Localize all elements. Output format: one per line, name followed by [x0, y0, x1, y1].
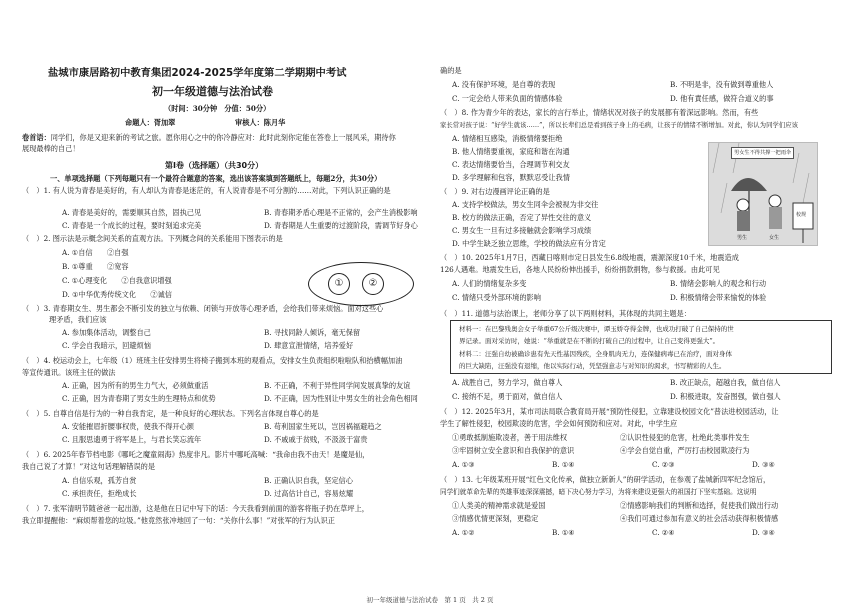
q1-option-d[interactable]: D. 青春期是人生重要的过渡阶段，需调节好身心	[264, 221, 418, 230]
q7-stem-1: （ ）7. 张军清明节随爸爸一起出游，这是他在日记中写下的话：今天我看到前面的游客将瓶子扔在草坪上，	[22, 504, 369, 513]
exam-subtitle: 初一年级道德与法治试卷	[152, 85, 273, 98]
q13-statement-1: ①人类美的精神需求就是爱国	[452, 501, 546, 510]
q11-option-b[interactable]: B. 改正缺点，超越自我，做自信人	[670, 378, 781, 387]
q2-option-d[interactable]: D. ①中华优秀传统文化 ②诚信	[62, 290, 172, 299]
q7-stem-tail: 确的是	[440, 66, 462, 75]
q8-stem-1: （ ）8. 作为青少年的表达，家长的言行举止，情绪状况对孩子的发展都有着深远影响。然而，有些	[440, 108, 759, 117]
q12-statement-4: ④学会自觉自重，严厉打击校园欺凌行为	[620, 446, 750, 455]
q1-option-a[interactable]: A. 青春是美好的，需要顺其自然，固执己见	[62, 208, 202, 217]
q9-option-a[interactable]: A. 支持学校做法，男女生同伞会被视为非交往	[452, 200, 599, 209]
q10-stem-1: （ ）10. 2025年1月7日，西藏日喀则市定日县发生6.8级地震，震源深度10千米，地震造成	[440, 253, 739, 262]
q10-option-d[interactable]: D. 积极情绪会带来愉悦的体验	[670, 293, 767, 302]
q5-option-d[interactable]: D. 不戚戚于贫贱，不汲汲于富贵	[264, 435, 368, 444]
venn-circle-1: ①	[328, 273, 350, 295]
q8-option-c[interactable]: C. 表达情绪要恰当，合理调节利交友	[452, 160, 570, 169]
setter: 命题人：胥加翠	[125, 118, 176, 127]
q11-material-1a: 材料一：在巴黎残奥会女子举重67公斤级决赛中，谭玉娇夺得金牌，也成功打破了自己保持的世	[459, 325, 734, 333]
venn-outer	[308, 262, 414, 306]
q3-option-d[interactable]: D. 肆意宣泄情绪，培养爱好	[264, 341, 354, 350]
q7-option-c[interactable]: C. 一定会给人带来负面的情感体验	[452, 94, 563, 103]
q11-option-d[interactable]: D. 积极进取，发奋图强，做自强人	[670, 392, 781, 401]
q8-option-b[interactable]: B. 他人情绪要重视，家庭和谐在沟通	[452, 147, 570, 156]
q2-option-b[interactable]: B. ①尊重 ②宽容	[62, 262, 129, 271]
q4-stem-1: （ ）4. 校运动会上，七年级（1）班班主任安排男生将椅子搬到本班的观看点，安排女生负责组织啦啦队和抬横幅加油	[22, 356, 403, 365]
q6-option-a[interactable]: A. 自信乐观，孤芳自赏	[62, 476, 137, 485]
time-score: （时间：30分钟 分值：50分）	[164, 104, 271, 113]
q12-stem-2: 学生了解性侵犯，校园欺凌的危害，学会如何预防和应对。对此，中学生应	[440, 419, 678, 428]
greeting-line-2: 展现最棒的自己！	[22, 144, 80, 153]
q6-stem-1: （ ）6. 2025年春节档电影《哪吒之魔童闹海》热度非凡。影片中哪吒高喊：“我命由我不由天！是魔是仙，	[22, 450, 370, 459]
q5-stem: （ ）5. 自尊自信是行为的一种自我肯定，是一种良好的心理状态。下列名言体现自尊心的是	[22, 409, 319, 418]
q13-stem-2: 同学们就革命先辈的英雄事迹深深震撼，暗下决心努力学习，为将来建设更强大的祖国打下坚实基础。这说明	[440, 488, 757, 496]
q3-option-b[interactable]: B. 寻找同龄人倾诉，毫无保留	[264, 328, 361, 337]
cartoon-girl-label: 女生	[769, 235, 780, 241]
q11-stem: （ ）11. 道德与法治课上，老师分享了以下两则材料，其体现的共同主题是：	[440, 309, 691, 318]
venn-circle-2: ②	[362, 273, 384, 295]
q10-option-a[interactable]: A. 人们的情绪复杂多变	[452, 279, 527, 288]
left-column	[22, 0, 440, 608]
q1-stem: （ ）1. 有人说为青春是美好的，有人却认为青春是迷茫的，有人说青春是不可分割的……对此，下列认识正确的是	[22, 186, 391, 195]
q7-stem-2: 我立即提醒他：“麻烦帮着您的垃圾。”他竟然张冲地回了一句：“关你什么事！”对张军的行为认识正	[22, 516, 335, 525]
q2-stem: （ ）2. 图示法是示概念间关系的直观方法。下列概念间的关系能用下图表示的是	[22, 234, 283, 243]
q10-option-c[interactable]: C. 情绪只受外部环境的影响	[452, 293, 541, 302]
q11-material-2b: 的巨大缺陷，汪强没有退缩，他以实际行动，凭坚强意志与对知识的渴求，书写精彩的人生。	[459, 362, 726, 370]
page-footer: 初一年级道德与法治试卷 第 1 页 共 2 页	[366, 596, 494, 604]
q12-option-d[interactable]: D. ③④	[752, 460, 775, 469]
q9-option-c[interactable]: C. 男女生一旦有过多接触就会影响学习成绩	[452, 226, 592, 235]
q4-option-d[interactable]: D. 不正确，因为性别让中男女生的社会角色相同	[264, 394, 418, 403]
q5-option-c[interactable]: C. 且服思遗勇于将军是上，与君长笑忘流年	[62, 435, 202, 444]
q6-option-b[interactable]: B. 正确认识自我，坚定信心	[264, 476, 353, 485]
q13-statement-2: ②情感影响我们的判断和选择，促使我们做出行动	[620, 501, 779, 510]
exam-title: 盐城市康居路初中教育集团2024-2025学年度第二学期期中考试	[48, 67, 347, 79]
q9-stem: （ ）9. 对右边漫画评论正确的是	[440, 187, 550, 196]
right-column	[440, 0, 840, 608]
q6-stem-2: 我自己说了才算！”对这句话理解错误的是	[22, 462, 156, 471]
part1-heading: 第Ⅰ卷（选择题）（共30分）	[165, 161, 264, 170]
q4-stem-2: 等宣传通讯。该班主任的做法	[22, 368, 116, 377]
cartoon-caption: 男女生不得共撑一把雨伞	[731, 147, 794, 159]
q6-option-d[interactable]: D. 过高估计自己，容易炫耀	[264, 489, 354, 498]
q11-material-box	[450, 320, 832, 374]
q7-option-a[interactable]: A. 没有保护环境，是自尊的表现	[452, 80, 556, 89]
q4-option-a[interactable]: A. 正确，因为所有的男生力气大，必须做重活	[62, 381, 209, 390]
q12-statement-1: ①勇敢抵制施欺凌者，善于用法维权	[452, 433, 568, 442]
q12-option-a[interactable]: A. ①③	[452, 460, 475, 469]
q3-option-a[interactable]: A. 参加集体活动，调整自己	[62, 328, 151, 337]
q13-option-d[interactable]: D. ③④	[752, 528, 775, 537]
q4-option-c[interactable]: C. 正确，因为青春期了男女生的生理特点和优势	[62, 394, 216, 403]
q5-option-a[interactable]: A. 安能摧眉折腰事权贵，使我不得开心颜	[62, 422, 194, 431]
q12-option-b[interactable]: B. ①④	[552, 460, 575, 469]
q10-stem-2: 126人遇难。地震发生后，各地人民纷纷伸出援手，纷纷捐款捐物，参与救援。由此可见	[440, 265, 720, 274]
q3-stem-1: （ ）3. 青春期女生、男生都会不断引发的独立与依赖、闭锁与开放等心理矛盾，会给我们带来烦恼。面对这些心	[22, 304, 384, 313]
q13-option-b[interactable]: B. ①④	[552, 528, 575, 537]
q11-material-1b: 界记录。面对采访时，她说：“举重就是在不断的打破自己的过程中，让自己变得更强大”。	[459, 337, 720, 345]
q9-option-d[interactable]: D. 中学生缺乏独立思维，学校的做法应有分肯定	[452, 239, 606, 248]
part1-instruction: 一、单项选择题（下列每题只有一个最符合题意的答案，选出该答案填到答题纸上，每题2分，共30分）	[50, 174, 382, 183]
q8-option-d[interactable]: D. 多学理解和包容，默默忍受让我情	[452, 173, 570, 182]
q2-option-c[interactable]: C. ①心理变化 ②自我意识增强	[62, 276, 172, 285]
q4-option-b[interactable]: B. 不正确，不利于异性同学间发展真挚的友谊	[264, 381, 411, 390]
q13-stem-1: （ ）13. 七年级某班开展“红色文化传承，做独立新新人”的研学活动，在参观了盐城新四军纪念馆后，	[440, 475, 771, 484]
q12-stem-1: （ ）12. 2025年3月，某市司法局联合教育局开展“预防性侵犯，立靠建设校园文化”普法进校园活动，让	[440, 407, 779, 416]
cartoon-boy-label: 男生	[737, 235, 748, 241]
q3-option-c[interactable]: C. 学会自我暗示，回避烦恼	[62, 341, 151, 350]
cartoon-image	[708, 142, 818, 246]
q13-statement-3: ③情感优情更深刻，更稳定	[452, 514, 539, 523]
q11-option-c[interactable]: C. 接纳不足，勇于面对，做自信人	[452, 392, 563, 401]
q5-option-b[interactable]: B. 苟利国家生死以，岂因祸福避趋之	[264, 422, 382, 431]
q6-option-c[interactable]: C. 承担责任，拒绝成长	[62, 489, 137, 498]
q10-option-b[interactable]: B. 情绪会影响人的观念和行动	[670, 279, 767, 288]
q1-option-c[interactable]: C. 青春是一个成长的过程，要时刻追求完美	[62, 221, 202, 230]
q13-option-a[interactable]: A. ①②	[452, 528, 475, 537]
q8-stem-2: 家长常对孩子说：“好学生就该……”，所以长辈们总是看到孩子身上的毛病，让孩子的情绪不断增加。对此，你认为同学们应该	[440, 121, 799, 129]
reviewer: 审核人：陈月华	[235, 118, 286, 127]
q7-option-d[interactable]: D. 他有責任感，做符合道义的事	[670, 94, 774, 103]
q2-option-a[interactable]: A. ①自信 ②自强	[62, 248, 129, 257]
q13-option-c[interactable]: C. ②④	[652, 528, 675, 537]
q7-option-b[interactable]: B. 不明是非，没有做到尊重他人	[670, 80, 774, 89]
q13-statement-4: ④我们可通过参加有意义的社会活动获得积极情感	[620, 514, 779, 523]
greeting-line-1: 卷首语：同学们，你是又迎来新的考试之旅。愿你用心之中的你冷静应对：此时此刻你定能在答卷上一展风采，期待你	[22, 133, 396, 142]
cartoon-sign-label: 校规	[796, 212, 807, 218]
q1-option-b[interactable]: B. 青春期矛盾心理是不正常的，会产生消极影响	[264, 208, 418, 217]
q8-option-a[interactable]: A. 情绪相互感染，消极情绪要拒绝	[452, 134, 563, 143]
q11-material-2a: 材料二：汪强自幼被确诊患有先天性基因残疾，全身肌肉无力，连保健病毒已在治疗，面对身体	[459, 350, 732, 358]
q9-option-b[interactable]: B. 校方的做法正确，否定了异性交往的意义	[452, 213, 592, 222]
q3-stem-2: 理矛盾，我们应该	[49, 315, 107, 324]
q12-option-c[interactable]: C. ②③	[652, 460, 675, 469]
q11-option-a[interactable]: A. 战胜自己，努力学习，做自尊人	[452, 378, 563, 387]
q12-statement-3: ③牢固树立安全意识和自我保护的意识	[452, 446, 575, 455]
q12-statement-2: ②认识性侵犯的危害，杜绝此类事件发生	[620, 433, 750, 442]
